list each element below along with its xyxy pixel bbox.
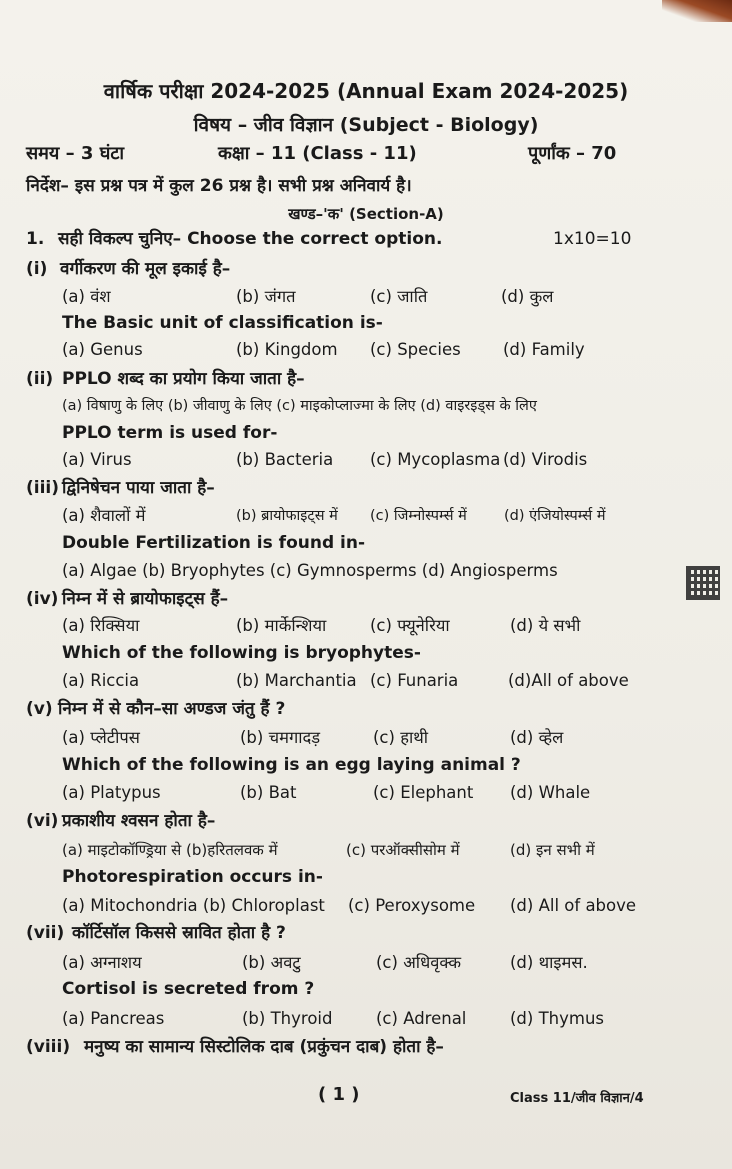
question-hindi: मनुष्य का सामान्य सिस्टोलिक दाब (प्रकुंचन दाब) होता है– <box>84 1037 444 1057</box>
option-hindi: (c) जाति <box>370 287 428 306</box>
page-number: ( 1 ) <box>318 1084 360 1105</box>
option-hindi: (a) माइटोकॉण्ड्रिया से (b)हरितलवक में <box>62 841 278 859</box>
question-number: (vi) <box>26 811 59 831</box>
option-english: (b) Thyroid <box>242 1009 333 1028</box>
option-hindi: (a) अग्नाशय <box>62 953 142 972</box>
question-english: Photorespiration occurs in- <box>62 867 323 887</box>
q1-text: सही विकल्प चुनिए– Choose the correct option. <box>58 229 443 249</box>
option-hindi: (b) चमगादड़ <box>240 728 321 747</box>
option-english: (b) Marchantia <box>236 671 357 690</box>
option-hindi: (a) वंश <box>62 287 111 306</box>
option-hindi: (d) इन सभी में <box>510 841 595 859</box>
option-hindi: (a) शैवालों में <box>62 506 146 525</box>
option-english: (d) Thymus <box>510 1009 605 1028</box>
question-english: Which of the following is bryophytes- <box>62 643 421 663</box>
paper-corner-shadow <box>662 0 732 22</box>
question-hindi: निम्न में से ब्रायोफाइट्स हैं– <box>62 589 229 609</box>
question-english: Which of the following is an egg laying animal ? <box>62 755 521 775</box>
option-hindi: (c) हाथी <box>373 728 429 747</box>
question-english: The Basic unit of classification is- <box>62 313 383 333</box>
option-hindi: (b) अवटु <box>242 953 301 972</box>
option-hindi: (b) मार्केन्शिया <box>236 616 327 635</box>
exam-title: वार्षिक परीक्षा 2024-2025 (Annual Exam 2024-2025) <box>103 79 629 103</box>
option-hindi: (b) जंगत <box>236 287 296 306</box>
time-label: समय – 3 घंटा <box>26 143 125 164</box>
question-number: (iv) <box>26 589 59 609</box>
question-hindi: PPLO शब्द का प्रयोग किया जाता है– <box>62 369 305 389</box>
option-english: (a) Platypus <box>62 783 161 802</box>
option-english: (b) Kingdom <box>236 340 338 359</box>
question-english: PPLO term is used for- <box>62 423 278 443</box>
option-hindi: (c) अधिवृक्क <box>376 953 462 972</box>
option-english: (d) Whale <box>510 783 591 802</box>
option-hindi: (c) जिम्नोस्पर्म्स में <box>370 508 467 524</box>
option-english: (c) Funaria <box>370 671 459 690</box>
option-english: (a) Riccia <box>62 671 140 690</box>
q1-marks: 1x10=10 <box>553 229 632 249</box>
option-english: (b) Bat <box>240 783 297 802</box>
option-english: (c) Mycoplasma <box>370 450 501 469</box>
q1-number: 1. <box>26 229 45 249</box>
option-hindi: (a) रिक्सिया <box>62 616 140 635</box>
question-number: (iii) <box>26 478 60 498</box>
instruction-line: निर्देश– इस प्रश्न पत्र में कुल 26 प्रश्न है। सभी प्रश्न अनिवार्य है। <box>26 176 412 196</box>
option-hindi: (d) व्हेल <box>510 728 564 747</box>
subject-line: विषय – जीव विज्ञान (Subject - Biology) <box>193 114 539 136</box>
paper-code: Class 11/जीव विज्ञान/4 <box>510 1091 644 1106</box>
question-hindi: निम्न में से कौन–सा अण्डज जंतु हैं ? <box>58 699 286 719</box>
options-hindi-line: (a) विषाणु के लिए (b) जीवाणु के लिए (c) माइकोप्लाज्मा के लिए (d) वाइरइड्स के लिए <box>62 398 537 414</box>
question-hindi: वर्गीकरण की मूल इकाई है– <box>60 259 231 279</box>
option-hindi: (b) ब्रायोफाइट्स में <box>236 508 338 524</box>
option-english: (b) Bacteria <box>236 450 334 469</box>
option-hindi: (d) एंजियोस्पर्म्स में <box>504 508 606 524</box>
option-english: (d)All of above <box>508 671 629 690</box>
question-number: (v) <box>26 699 53 719</box>
option-english: (a) Genus <box>62 340 143 359</box>
option-english: (d) All of above <box>510 896 637 915</box>
option-hindi: (d) ये सभी <box>510 616 581 635</box>
option-hindi: (d) कुल <box>501 287 554 306</box>
question-number: (i) <box>26 259 48 279</box>
option-english: (d) Virodis <box>503 450 588 469</box>
class-label: कक्षा – 11 (Class - 11) <box>218 143 417 164</box>
option-english: (a) Virus <box>62 450 132 469</box>
option-hindi: (d) थाइमस. <box>510 953 588 972</box>
question-number: (ii) <box>26 369 54 389</box>
option-hindi: (c) फ्यूनेरिया <box>370 616 450 635</box>
option-english: (c) Adrenal <box>376 1009 467 1028</box>
option-english: (c) Peroxysome <box>348 896 476 915</box>
option-english: (d) Family <box>503 340 585 359</box>
option-hindi: (c) परऑक्सीसोम में <box>346 841 460 859</box>
options-english-line: (a) Algae (b) Bryophytes (c) Gymnosperms (d) Angiosperms <box>62 561 558 580</box>
question-english: Double Fertilization is found in- <box>62 533 366 553</box>
option-english: (a) Mitochondria (b) Chloroplast <box>62 896 325 915</box>
option-english: (c) Elephant <box>373 783 474 802</box>
question-hindi: द्विनिषेचन पाया जाता है– <box>62 478 215 498</box>
question-english: Cortisol is secreted from ? <box>62 979 315 999</box>
qr-code <box>686 566 720 600</box>
option-english: (c) Species <box>370 340 461 359</box>
question-number: (viii) <box>26 1037 71 1057</box>
option-english: (a) Pancreas <box>62 1009 165 1028</box>
option-hindi: (a) प्लेटीपस <box>62 728 140 747</box>
question-hindi: प्रकाशीय श्वसन होता है– <box>62 811 216 831</box>
marks-label: पूर्णांक – 70 <box>528 143 617 164</box>
question-hindi: कॉर्टिसॉल किससे स्रावित होता है ? <box>72 923 286 943</box>
section-heading: खण्ड–'क' (Section-A) <box>288 205 444 223</box>
question-number: (vii) <box>26 923 65 943</box>
